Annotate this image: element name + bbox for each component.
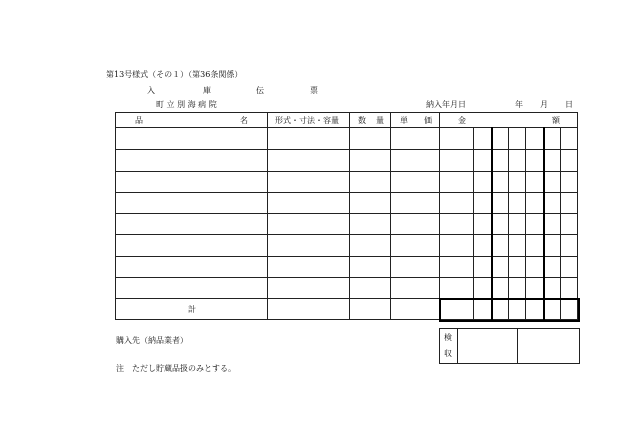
title-char-1: 入 [147, 86, 155, 95]
item-table [115, 112, 578, 320]
header-item-b: 名 [240, 116, 248, 125]
total-box [439, 298, 580, 322]
hospital-name: 町 立 別 海 病 院 [156, 100, 217, 109]
header-unit-a: 単 [400, 116, 408, 125]
header-spec: 形式・寸法・容量 [275, 116, 339, 125]
total-label: 計 [188, 305, 196, 314]
header-amount-b: 額 [552, 116, 560, 125]
title-char-3: 伝 [256, 86, 264, 95]
header-unit-b: 価 [424, 116, 432, 125]
header-amount-a: 金 [458, 116, 466, 125]
year-label: 年 [515, 100, 523, 109]
header-qty-a: 数 [358, 116, 366, 125]
header-item-a: 品 [135, 116, 143, 125]
supplier-label: 購入先（納品業者） [116, 336, 188, 345]
title-char-2: 庫 [203, 86, 211, 95]
header-qty-b: 量 [376, 116, 384, 125]
month-label: 月 [540, 100, 548, 109]
note-text: 注 ただし貯蔵品扱のみとする。 [116, 364, 236, 373]
inspection-box [439, 328, 580, 364]
form-number: 第13号様式（その１）（第36条関係） [106, 70, 243, 79]
inspection-a: 検 [444, 333, 452, 342]
delivery-date-label: 納入年月日 [426, 100, 466, 109]
inspection-b: 収 [444, 349, 452, 358]
title-char-4: 票 [310, 86, 318, 95]
day-label: 日 [565, 100, 573, 109]
